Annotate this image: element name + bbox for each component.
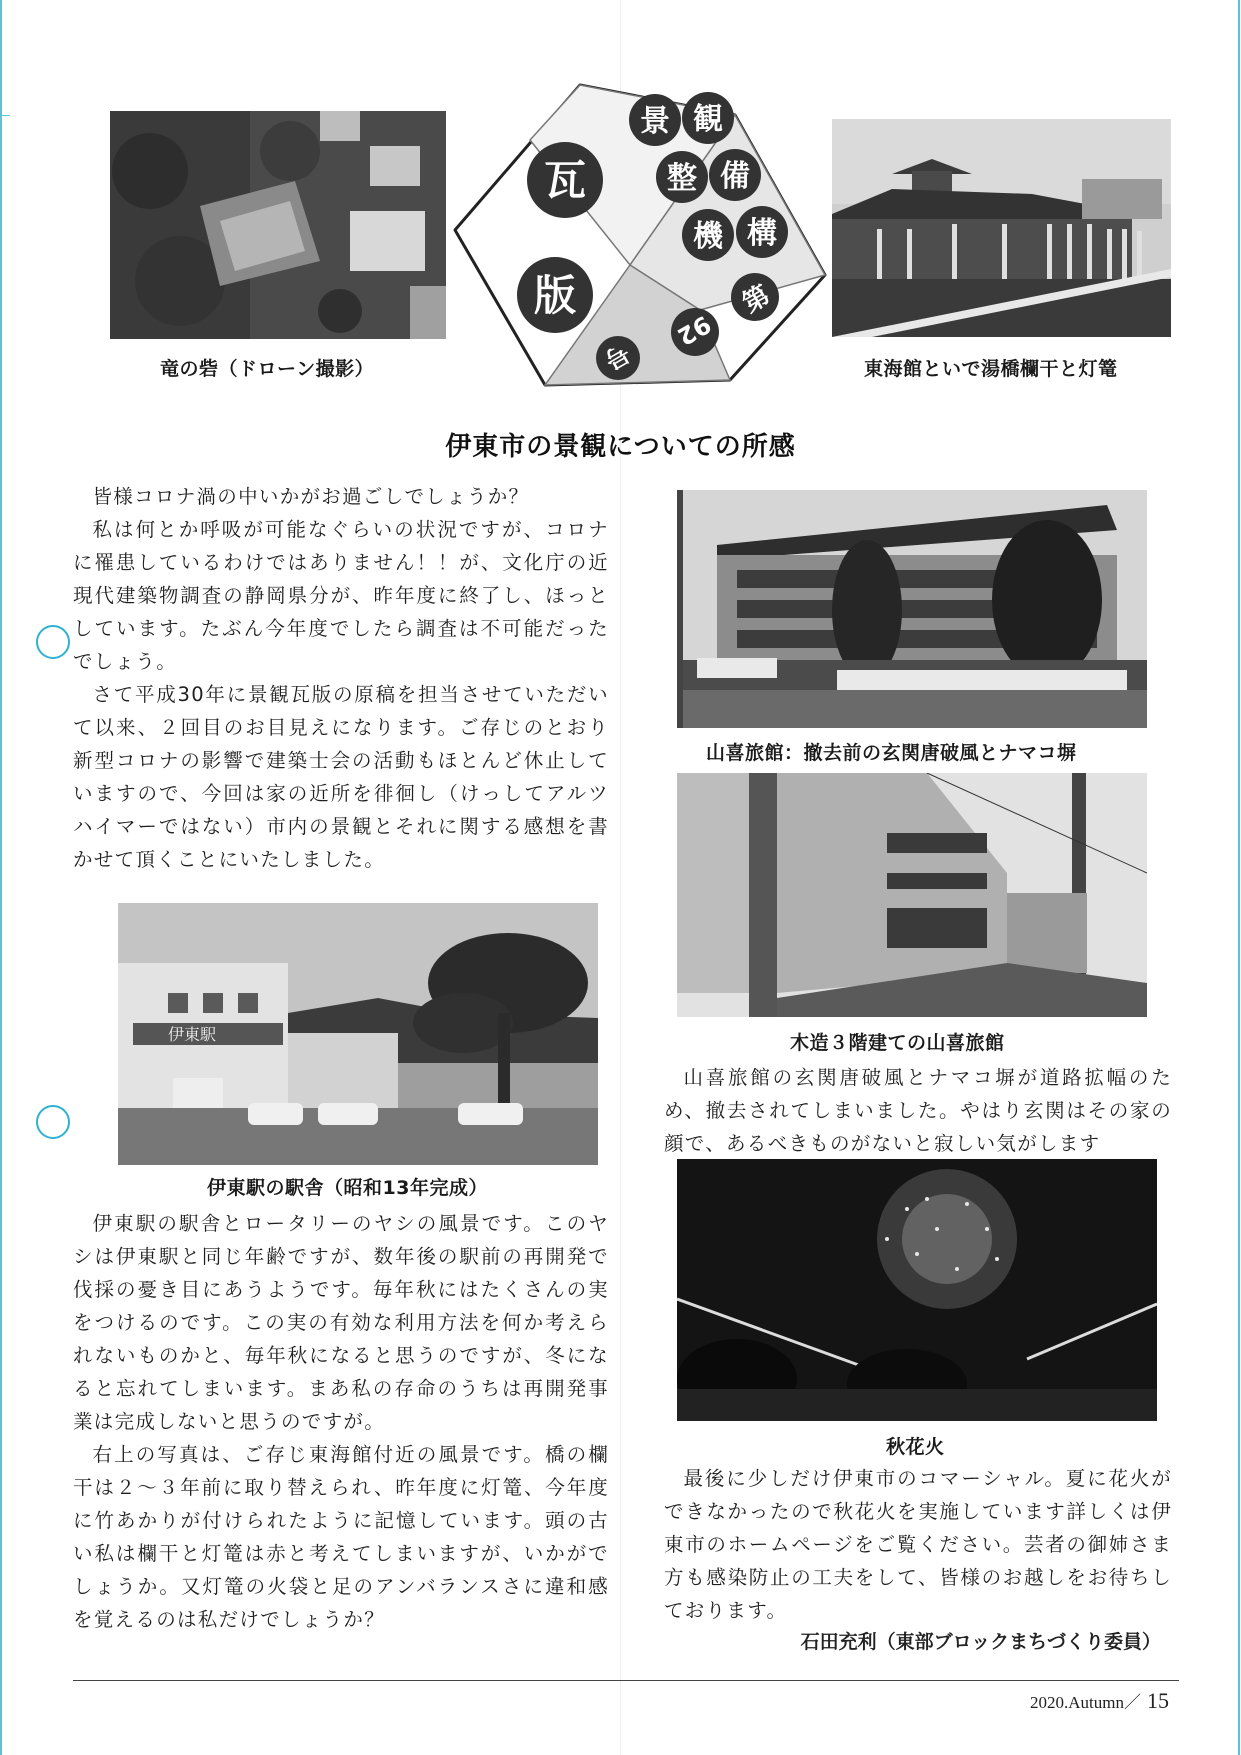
station-sign: 伊東駅 xyxy=(168,1025,217,1044)
issue-label: 2020.Autumn／ xyxy=(1030,1693,1141,1712)
photo-yamaki-side xyxy=(677,773,1147,1017)
page-number: 15 xyxy=(1147,1688,1169,1713)
logo-char-kawara: 瓦 xyxy=(543,156,587,205)
paragraph: 私は何とか呼吸が可能なぐらいの状況ですが、コロナに罹患しているわけではありません！！が、文化庁の近現代建築物調査の静岡県分が、昨年度に終了し、ほっとしています。たぶん今年度でしたら調査は不可能だったでしょう。 xyxy=(73,518,609,673)
photo-yamaki-front xyxy=(677,490,1147,728)
article-right-middle xyxy=(664,1061,1172,1160)
article-left-top xyxy=(73,480,609,876)
logo-char-bi: 備 xyxy=(720,159,750,194)
photo-tokaikan xyxy=(832,119,1171,337)
page-border-right xyxy=(1238,0,1240,1755)
photo-drone-fort xyxy=(110,111,446,339)
paragraph: 右上の写真は、ご存じ東海館付近の風景です。橋の欄干は２～３年前に取り替えられ、昨年度に灯篭、今年度に竹あかりが付けられたように記憶しています。頭の古い私は欄干と灯篭は赤と考えてしまいますが、いかがでしょうか。又灯篭の火袋と足のアンバランスさに違和感を覚えるのは私だけでしょうか？ xyxy=(73,1443,609,1631)
caption-drone: 竜の砦（ドローン撮影） xyxy=(160,358,375,380)
article-title: 伊東市の景観についての所感 xyxy=(445,432,796,462)
punch-hole-marker xyxy=(36,625,70,659)
footer-rule xyxy=(73,1680,1179,1681)
caption-yamaki-side: 木造３階建ての山喜旅館 xyxy=(790,1032,1005,1054)
logo-issue-number: 92 xyxy=(672,309,716,351)
logo-char-kan: 観 xyxy=(693,102,723,137)
logo-char-ki: 機 xyxy=(693,219,723,254)
caption-station: 伊東駅の駅舎（昭和13年完成） xyxy=(207,1177,488,1199)
logo-char-sei: 整 xyxy=(667,161,697,196)
punch-hole-marker xyxy=(36,1105,70,1139)
logo-char-kei: 景 xyxy=(640,104,670,139)
page-folio xyxy=(1030,1688,1169,1714)
page-border-left xyxy=(0,0,2,1755)
caption-yamaki-front: 山喜旅館：撤去前の玄関唐破風とナマコ塀 xyxy=(706,742,1077,764)
caption-fireworks: 秋花火 xyxy=(886,1436,945,1458)
paragraph: 山喜旅館の玄関唐破風とナマコ塀が道路拡幅のため、撤去されてしまいました。やはり玄関はその家の顔で、あるべきものがないと寂しい気がします xyxy=(664,1066,1172,1155)
logo-char-dai: 第 xyxy=(737,280,776,320)
kawaraban-logo xyxy=(450,80,830,390)
photo-ito-station xyxy=(118,903,598,1165)
paragraph: さて平成30年に景観瓦版の原稿を担当させていただいて以来、２回目のお目見えになります。ご存じのとおり新型コロナの影響で建築士会の活動もほとんど休止していますので、今回は家の近所を徘徊し（けっしてアルツハイマーではない）市内の景観とそれに関する感想を書かせて頂くことにいたしました。 xyxy=(73,683,609,871)
author-byline: 石田充利（東部ブロックまちづくり委員） xyxy=(800,1631,1161,1653)
article-left-bottom xyxy=(73,1207,609,1636)
logo-char-ban: 版 xyxy=(533,271,577,320)
paragraph: 最後に少しだけ伊東市のコマーシャル。夏に花火ができなかったので秋花火を実施しています詳しくは伊東市のホームページをご覧ください。芸者の御姉さま方も感染防止の工夫をして、皆様のお越しをお待ちしております。 xyxy=(664,1467,1172,1622)
paragraph: 伊東駅の駅舎とロータリーのヤシの風景です。このヤシは伊東駅と同じ年齢ですが、数年後の駅前の再開発で伐採の憂き目にあうようです。毎年秋にはたくさんの実をつけるのです。この実の有効な利用方法を何か考えられないものかと、毎年秋になると思うのですが、冬になると忘れてしまいます。まあ私の存命のうちは再開発事業は完成しないと思うのですが。 xyxy=(73,1212,609,1433)
article-right-bottom xyxy=(664,1462,1172,1627)
logo-char-gou: 号 xyxy=(599,338,635,375)
crop-mark xyxy=(0,115,10,116)
photo-fireworks xyxy=(677,1159,1157,1421)
caption-tokaikan: 東海館といで湯橋欄干と灯篭 xyxy=(864,358,1118,380)
logo-char-kou: 構 xyxy=(747,216,777,251)
paragraph: 皆様コロナ渦の中いかがお過ごしでしょうか？ xyxy=(92,485,530,508)
